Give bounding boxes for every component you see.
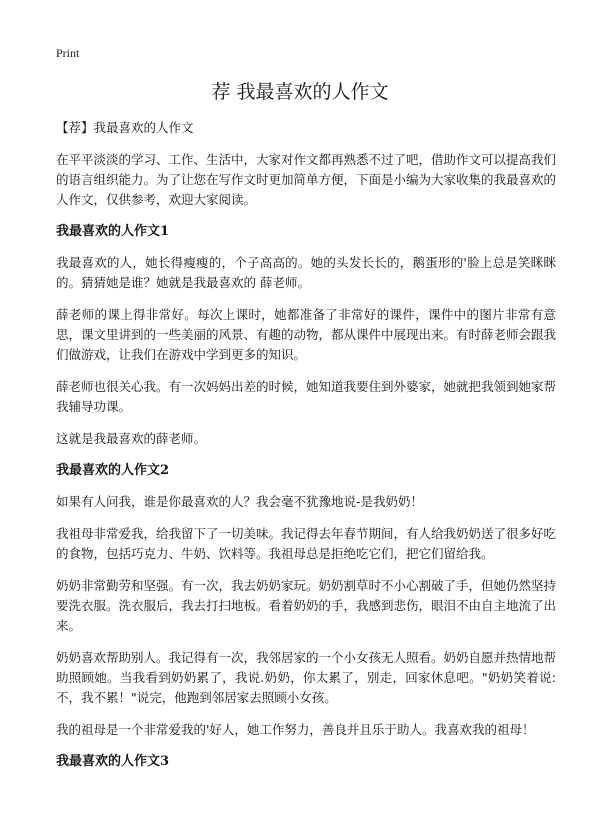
section-1-paragraph-2: 薛老师的课上得非常好。每次上课时，她都准备了非常好的课件，课件中的图片非常有意思，课文里讲到的一些美丽的风景、有趣的动物，都从课件中展现出来。有时薛老师会跟我们做游戏，让我们在游戏中学到更多的知识。 bbox=[56, 307, 557, 362]
section-heading-1: 我最喜欢的人作文1 bbox=[56, 224, 170, 239]
section-heading-2: 我最喜欢的人作文2 bbox=[56, 463, 170, 478]
lead-line: 【荐】我最喜欢的人作文 bbox=[56, 120, 194, 135]
section-heading-3: 我最喜欢的人作文3 bbox=[56, 754, 170, 769]
article-body bbox=[56, 118, 556, 783]
section-1-paragraph-3: 薛老师也很关心我。有一次妈妈出差的时候，她知道我要住到外婆家，她就把我领到她家帮我辅导功课。 bbox=[56, 379, 557, 414]
section-2-paragraph-1: 如果有人问我，谁是你最喜欢的人？我会毫不犹豫地说-是我奶奶！ bbox=[56, 494, 424, 509]
section-2-paragraph-4: 奶奶喜欢帮助别人。我记得有一次，我邻居家的一个小女孩无人照看。奶奶自愿并热情地帮助照顾她。当我看到奶奶累了，我说.奶奶，你太累了，别走，回家休息吧。"奶奶笑着说:不，我不累！"说完，他跑到邻居家去照顾小女孩。 bbox=[56, 650, 557, 705]
page-title: 荐 我最喜欢的人作文 bbox=[211, 81, 389, 103]
print-link[interactable]: Print bbox=[56, 46, 80, 60]
section-2-paragraph-2: 我祖母非常爱我，给我留下了一切美味。我记得去年春节期间，有人给我奶奶送了很多好吃的食物，包括巧克力、牛奶、饮料等。我祖母总是拒绝吃它们，把它们留给我。 bbox=[56, 526, 557, 561]
section-1-paragraph-1: 我最喜欢的人，她长得瘦瘦的，个子高高的。她的头发长长的，鹅蛋形的'脸上总是笑眯眯的。猜猜她是谁？她就是我最喜欢的 薛老师。 bbox=[56, 255, 556, 290]
section-1-paragraph-4: 这就是我最喜欢的薛老师。 bbox=[56, 431, 207, 446]
section-2-paragraph-5: 我的祖母是一个非常爱我的'好人，她工作努力，善良并且乐于助人。我喜欢我的祖母！ bbox=[56, 722, 535, 737]
intro-paragraph: 在平平淡淡的学习、工作、生活中，大家对作文都再熟悉不过了吧，借助作文可以提高我们的语言组织能力。为了让您在写作文时更加简单方便，下面是小编为大家收集的我最喜欢的人作文，仅供参考，欢迎大家阅读。 bbox=[56, 152, 557, 207]
section-2-paragraph-3: 奶奶非常勤劳和坚强。有一次，我去奶奶家玩。奶奶割草时不小心割破了手，但她仍然坚持要洗衣服。洗衣服后，我去打扫地板。看着奶奶的手，我感到悲伤，眼泪不由自主地流了出来。 bbox=[56, 578, 557, 633]
